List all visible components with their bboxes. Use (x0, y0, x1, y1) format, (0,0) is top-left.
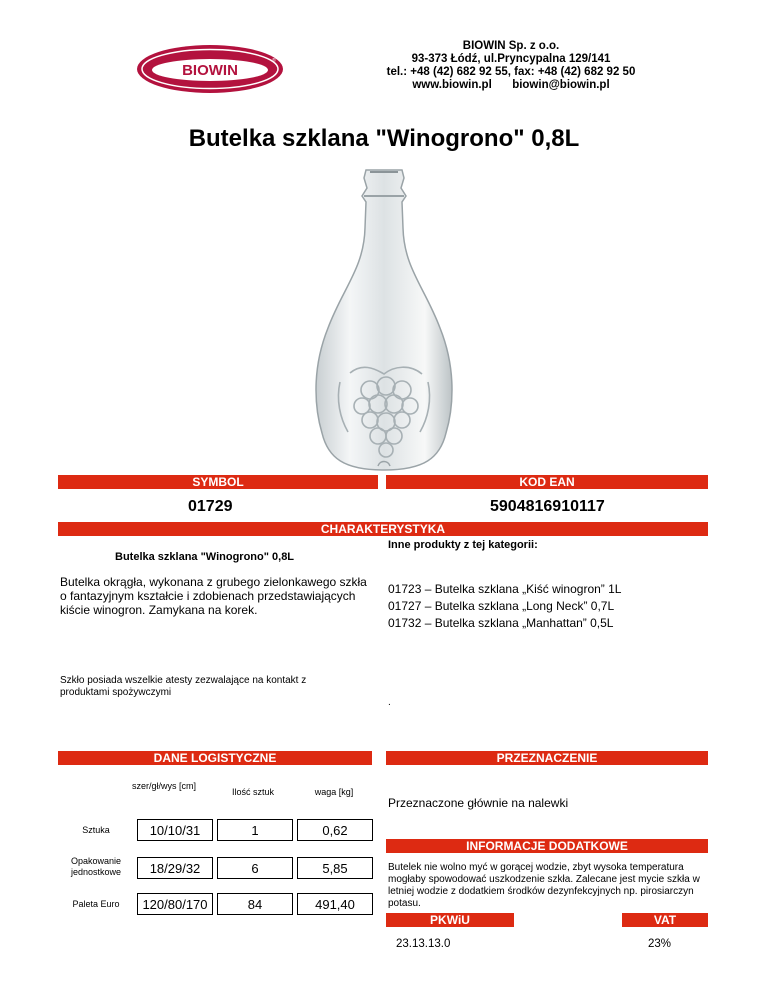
cell-dims: 10/10/31 (137, 819, 213, 841)
biowin-logo (136, 44, 284, 94)
cell-dims: 120/80/170 (137, 893, 213, 915)
company-phone: tel.: +48 (42) 682 92 55, fax: +48 (42) 682 92 50 (386, 66, 636, 78)
purpose-text: Przeznaczone głównie na nalewki (388, 796, 569, 810)
characteristics-header: CHARAKTERYSTYKA (58, 522, 708, 536)
company-email[interactable]: biowin@biowin.pl (512, 79, 610, 91)
svg-text:®: ® (272, 58, 276, 64)
company-website[interactable]: www.biowin.pl (412, 79, 492, 91)
col-header-dims: szer/gł/wys [cm] (131, 781, 196, 791)
company-address: 93-373 Łódź, ul.Pryncypalna 129/141 (411, 53, 611, 65)
logistics-header: DANE LOGISTYCZNE (58, 751, 372, 765)
cell-dims: 18/29/32 (137, 857, 213, 879)
cell-qty: 1 (217, 819, 293, 841)
other-product-item[interactable]: 01727 – Butelka szklana „Long Neck” 0,7L (388, 599, 615, 613)
symbol-header: SYMBOL (58, 475, 378, 489)
pkwiu-value: 23.13.13.0 (396, 938, 451, 950)
purpose-header: PRZEZNACZENIE (386, 751, 708, 765)
page-title: Butelka szklana "Winogrono" 0,8L (188, 125, 580, 152)
vat-header: VAT (622, 913, 708, 927)
col-header-qty: Ilość sztuk (231, 787, 274, 797)
cell-weight: 0,62 (297, 819, 373, 841)
col-header-weight: waga [kg] (314, 787, 354, 797)
product-description: Butelka okrągła, wykonana z grubego zielonkawego szkła o fantazyjnym kształcie i zdobienach przedstawiających kiście winogron. Zamykana na korek. (60, 575, 367, 617)
certificate-note: Szkło posiada wszelkie atesty zezwalające na kontakt z produktami spożywczymi (60, 675, 307, 698)
svg-text:BIOWIN: BIOWIN (182, 62, 238, 79)
ean-value: 5904816910117 (490, 498, 605, 515)
other-products-list (388, 581, 708, 632)
product-name: Butelka szklana "Winogrono" 0,8L (115, 551, 295, 563)
row-label-pallet: Paleta Euro (72, 899, 120, 909)
dot-mark: . (388, 697, 391, 708)
bottle-image (300, 168, 468, 473)
other-product-item[interactable]: 01723 – Butelka szklana „Kiść winogron” 1L (388, 582, 622, 596)
additional-info-header: INFORMACJE DODATKOWE (386, 839, 708, 853)
cell-qty: 84 (217, 893, 293, 915)
ean-header: KOD EAN (386, 475, 708, 489)
cell-weight: 5,85 (297, 857, 373, 879)
other-product-item[interactable]: 01732 – Butelka szklana „Manhattan” 0,5L (388, 616, 614, 630)
company-info (378, 40, 644, 92)
row-label-unit-pack: Opakowanie jednostkowe (70, 856, 122, 877)
row-label-piece: Sztuka (82, 825, 110, 835)
company-name: BIOWIN Sp. z o.o. (462, 40, 560, 52)
pkwiu-header: PKWiU (386, 913, 514, 927)
vat-value: 23% (648, 938, 672, 950)
other-products-title: Inne produkty z tej kategorii: (388, 539, 538, 551)
cell-qty: 6 (217, 857, 293, 879)
additional-info-text: Butelek nie wolno myć w gorącej wodzie, zbyt wysoka temperatura mogłaby spowodować uszkodzenie szkła. Zalecane jest mycie szkła w letniej wodzie z dodatkiem środków dezynfekcyjnych np. pirosiarczyn potasu. (388, 862, 700, 909)
symbol-value: 01729 (188, 498, 233, 515)
cell-weight: 491,40 (297, 893, 373, 915)
